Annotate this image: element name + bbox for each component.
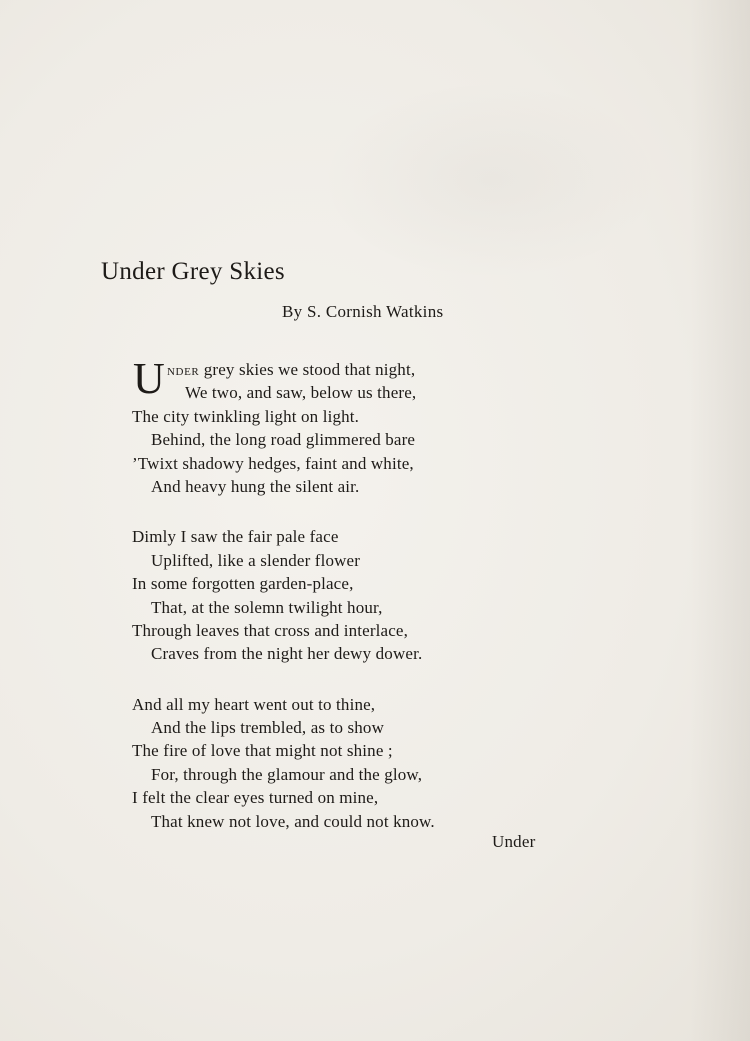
poem-line: That knew not love, and could not know.	[151, 811, 435, 831]
stanza-1	[132, 354, 562, 498]
poem-line: For, through the glamour and the glow,	[151, 764, 423, 784]
stanza-3	[132, 693, 562, 833]
poem-line: I felt the clear eyes turned on mine,	[132, 788, 379, 808]
poem-line: And heavy hung the silent air.	[151, 476, 360, 496]
poem-body	[132, 354, 562, 860]
poem-line: Behind, the long road glimmered bare	[151, 430, 416, 450]
poem-line: In some forgotten garden-place,	[132, 574, 354, 594]
small-caps-word: nder	[167, 363, 200, 379]
poem-line: Through leaves that cross and interlace,	[132, 620, 409, 640]
poem-line: Uplifted, like a slender flower	[151, 550, 361, 570]
catchword: Under	[492, 832, 536, 851]
poem-line: Craves from the night her dewy dower.	[151, 644, 423, 664]
poem-line: The city twinkling light on light.	[132, 406, 360, 426]
poem-line: We two, and saw, below us there,	[185, 383, 417, 403]
poem-line: ’Twixt shadowy hedges, faint and white,	[132, 453, 414, 473]
stanza-2	[132, 525, 562, 665]
first-line-text: grey skies we stood that night,	[199, 360, 416, 379]
drop-cap: U	[133, 354, 165, 403]
poem-line: And all my heart went out to thine,	[132, 694, 376, 714]
poem-line: That, at the solemn twilight hour,	[151, 597, 383, 617]
poem-line: And the lips trembled, as to show	[151, 718, 385, 738]
poem-line: The fire of love that might not shine ;	[132, 741, 393, 761]
poem-line: Dimly I saw the fair pale face	[132, 527, 339, 547]
poem-byline: By S. Cornish Watkins	[282, 302, 444, 321]
poem-title: Under Grey Skies	[101, 258, 285, 285]
